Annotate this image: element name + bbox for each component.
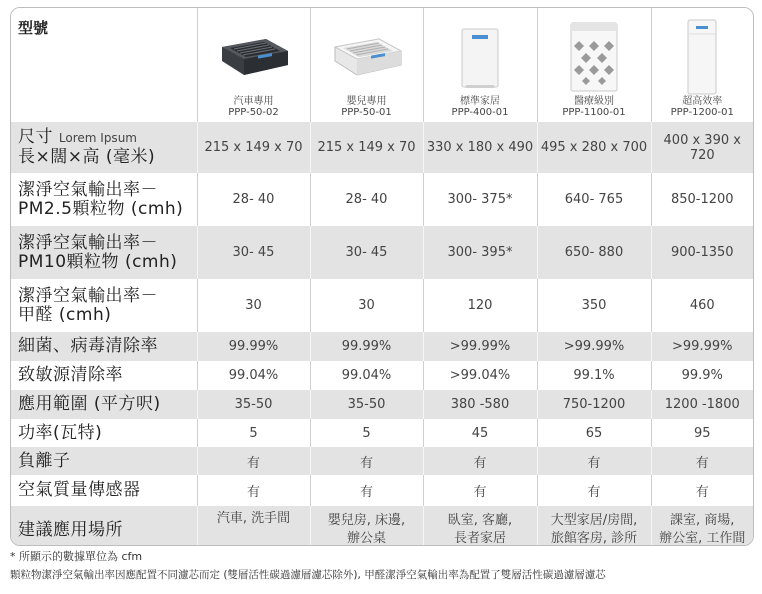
value-cell: 有 (651, 447, 753, 475)
value-cell: 99.99% (197, 332, 310, 361)
usage-line: 課室, 商場, (670, 513, 735, 528)
product-column-2 (310, 8, 423, 122)
value-cell: 495 x 280 x 700 (537, 122, 651, 173)
model-label: 型號 (11, 8, 197, 122)
value-cell: 30- 45 (310, 226, 423, 279)
ion-label: 負離子 (11, 447, 197, 475)
value-cell: 有 (423, 447, 537, 475)
value-cell (423, 506, 537, 546)
value-cell: >99.99% (651, 332, 753, 361)
value-cell: 有 (651, 475, 753, 506)
value-cell: 28- 40 (310, 173, 423, 226)
value-cell: 35-50 (310, 390, 423, 419)
value-cell: 有 (537, 475, 651, 506)
value-cell: 28- 40 (197, 173, 310, 226)
usage-line: 嬰兒房, 床邊, (327, 513, 406, 528)
allergen-label: 致敏源清除率 (11, 361, 197, 390)
value-cell: 30 (197, 279, 310, 332)
power-label: 功率(瓦特) (11, 419, 197, 447)
value-cell: 900-1350 (651, 226, 753, 279)
product-code: PPP-400-01 (451, 107, 509, 118)
row-label (11, 226, 197, 279)
pm10-label-1: 潔淨空氣輸出率－ (18, 232, 158, 253)
product-column-1 (197, 8, 310, 122)
value-cell: 99.9% (651, 361, 753, 390)
tower-purifier-pattern-icon (538, 18, 651, 96)
sensor-label: 空氣質量傳感器 (11, 475, 197, 506)
row-bacteria (11, 332, 753, 361)
value-cell: 有 (537, 447, 651, 475)
product-name: 醫療級別 (574, 96, 614, 107)
value-cell: >99.04% (423, 361, 537, 390)
value-cell: 640- 765 (537, 173, 651, 226)
value-cell: 1200 -1800 (651, 390, 753, 419)
value-cell: 750-1200 (537, 390, 651, 419)
value-cell: 有 (197, 447, 310, 475)
usage-line: 長者家居 (453, 531, 506, 546)
value-cell: 99.99% (310, 332, 423, 361)
row-formaldehyde (11, 279, 753, 332)
bacteria-label: 細菌、病毒清除率 (11, 332, 197, 361)
row-sensor (11, 475, 753, 506)
value-cell: 99.04% (310, 361, 423, 390)
value-cell: 215 x 149 x 70 (310, 122, 423, 173)
value-cell: 35-50 (197, 390, 310, 419)
header-row (11, 8, 753, 122)
value-cell (310, 506, 423, 546)
value-cell (537, 506, 651, 546)
value-cell: 5 (197, 419, 310, 447)
usage-line: 臥室, 客廳, (447, 513, 513, 528)
row-power (11, 419, 753, 447)
pm25-label-2: PM2.5顆粒物 (cmh) (18, 198, 184, 219)
formaldehyde-label-1: 潔淨空氣輸出率－ (18, 285, 158, 306)
row-usage (11, 506, 753, 546)
value-cell: 300- 395* (423, 226, 537, 279)
footnote-unit: * 所顯示的數據單位為 cfm (10, 550, 143, 563)
product-column-5 (651, 8, 753, 122)
usage-line: 辦公室, 工作間 (659, 531, 746, 546)
value-cell: 850-1200 (651, 173, 753, 226)
value-cell: 65 (537, 419, 651, 447)
value-cell: 400 x 390 x 720 (651, 122, 753, 173)
value-cell: 有 (310, 447, 423, 475)
row-label (11, 173, 197, 226)
product-code: PPP-50-01 (341, 107, 392, 118)
value-cell: 380 -580 (423, 390, 537, 419)
row-pm10 (11, 226, 753, 279)
size-label-2: 長×闊×高 (毫米) (18, 147, 156, 167)
value-cell: 350 (537, 279, 651, 332)
row-allergen (11, 361, 753, 390)
row-label (11, 279, 197, 332)
spec-table-card (10, 7, 754, 546)
value-cell: 有 (310, 475, 423, 506)
value-cell: 215 x 149 x 70 (197, 122, 310, 173)
usage-line: 汽車, 洗手間 (216, 511, 291, 526)
value-cell: 30 (310, 279, 423, 332)
size-label-sub: Lorem Ipsum (58, 131, 137, 145)
value-cell: 5 (310, 419, 423, 447)
value-cell (197, 506, 310, 546)
product-name: 汽車專用 (233, 96, 274, 107)
usage-line: 辦公桌 (346, 531, 386, 546)
product-code: PPP-1100-01 (562, 107, 626, 118)
value-cell: 45 (423, 419, 537, 447)
value-cell: 650- 880 (537, 226, 651, 279)
product-name: 超高效率 (682, 96, 723, 107)
row-ion (11, 447, 753, 475)
footnote-filter: 顆粒物潔淨空氣輸出率因應配置不同濾芯而定 (雙層活性碳過濾層濾芯除外), 甲醛潔淨空氣輸出率為配置了雙層活性碳過濾層濾芯 (10, 569, 606, 581)
row-size (11, 122, 753, 173)
car-purifier-white-icon (311, 18, 423, 96)
product-column-4 (537, 8, 651, 122)
value-cell: >99.99% (423, 332, 537, 361)
tower-purifier-small-icon (424, 18, 537, 96)
area-label: 應用範圍 (平方呎) (11, 390, 197, 419)
spec-table (11, 8, 753, 546)
size-label: 尺寸 (18, 127, 53, 147)
usage-line: 大型家居/房間, (550, 513, 638, 528)
product-name: 標準家居 (460, 96, 500, 107)
product-code: PPP-50-02 (228, 107, 279, 118)
value-cell: >99.99% (537, 332, 651, 361)
product-code: PPP-1200-01 (670, 107, 734, 118)
value-cell: 30- 45 (197, 226, 310, 279)
value-cell: 300- 375* (423, 173, 537, 226)
value-cell: 95 (651, 419, 753, 447)
value-cell: 120 (423, 279, 537, 332)
value-cell: 330 x 180 x 490 (423, 122, 537, 173)
value-cell: 99.1% (537, 361, 651, 390)
car-purifier-dark-icon (198, 18, 310, 96)
row-pm25 (11, 173, 753, 226)
value-cell: 有 (423, 475, 537, 506)
usage-line: 旅館客房, 診所 (550, 531, 638, 546)
pm25-label-1: 潔淨空氣輸出率－ (18, 179, 158, 200)
row-area (11, 390, 753, 419)
row-label (11, 122, 197, 173)
value-cell (651, 506, 753, 546)
usage-label: 建議應用場所 (11, 506, 197, 546)
value-cell: 99.04% (197, 361, 310, 390)
product-column-3 (423, 8, 537, 122)
product-name: 嬰兒專用 (346, 96, 387, 107)
pm10-label-2: PM10顆粒物 (cmh) (18, 251, 178, 272)
value-cell: 有 (197, 475, 310, 506)
value-cell: 460 (651, 279, 753, 332)
formaldehyde-label-2: 甲醛 (cmh) (18, 304, 112, 325)
tower-purifier-tall-icon (652, 18, 754, 96)
